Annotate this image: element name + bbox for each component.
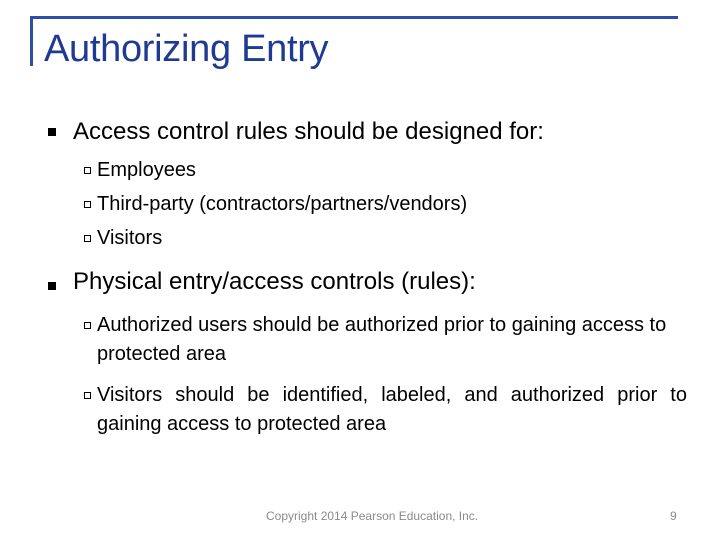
sub-bullet-marker — [84, 322, 91, 329]
slide-title: Authorizing Entry — [44, 28, 329, 70]
sub-bullet-marker — [84, 392, 91, 399]
sub-bullet-marker — [84, 235, 91, 242]
bullet-marker — [48, 282, 56, 290]
sub-bullet-marker — [84, 201, 91, 208]
copyright-footer: Copyright 2014 Pearson Education, Inc. — [266, 509, 479, 523]
sub-bullet-text: Visitors — [97, 227, 163, 249]
sub-bullet-text: Visitors should be identified, labeled, and authorized prior to gaining access to protected area — [97, 384, 687, 435]
sub-bullet-text: Authorized users should be authorized prior to gaining access to protected area — [97, 314, 667, 365]
sub-bullet-text: Third-party (contractors/partners/vendors) — [97, 193, 468, 215]
title-frame-left-line — [30, 16, 33, 66]
bullet-marker — [48, 128, 56, 136]
sub-bullet-marker — [84, 167, 91, 174]
sub-bullet-text: Employees — [97, 159, 196, 181]
bullet-text: Access control rules should be designed for: — [73, 118, 544, 145]
bullet-text: Physical entry/access controls (rules): — [73, 268, 476, 295]
page-number: 9 — [670, 509, 677, 523]
title-frame-top-line — [30, 16, 678, 19]
